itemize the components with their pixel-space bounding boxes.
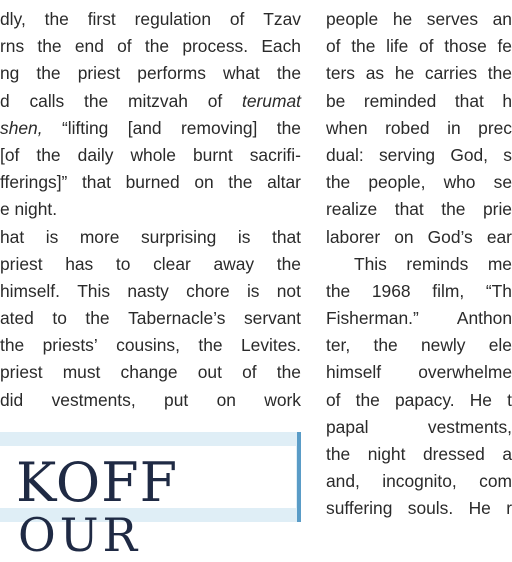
word: to: [52, 308, 67, 329]
text-line: [326, 88, 512, 115]
word: calls: [29, 90, 65, 111]
word: the: [326, 280, 351, 301]
text-line: [0, 278, 301, 305]
word: [and: [127, 117, 162, 138]
word: fferings]”: [0, 172, 68, 193]
text-line: [326, 115, 512, 142]
word: He: [469, 389, 492, 410]
word: papal: [326, 416, 369, 437]
text-line: [0, 142, 301, 169]
word: cousins,: [116, 335, 180, 356]
word: t: [507, 389, 512, 410]
text-line: [0, 224, 301, 251]
word: the: [326, 444, 351, 464]
word: away: [213, 253, 255, 274]
text-line: [326, 359, 512, 386]
text-line: [0, 332, 301, 359]
word: d: [0, 90, 10, 111]
word: on: [216, 389, 236, 410]
word: priest: [0, 362, 43, 383]
word: as: [365, 63, 385, 84]
word: out: [197, 362, 222, 383]
word: did: [0, 389, 24, 410]
text-line: [326, 387, 512, 414]
word: r: [506, 498, 512, 519]
word: incognito,: [382, 471, 457, 492]
word: God,: [450, 144, 489, 165]
text-line: [326, 6, 512, 33]
word: chore: [186, 280, 230, 301]
text-line: [326, 495, 512, 522]
text-line: [326, 305, 512, 332]
word: himself: [326, 362, 382, 383]
word: ele: [488, 335, 512, 356]
word: the: [355, 389, 380, 410]
text-line: [326, 169, 512, 196]
word: the: [44, 9, 69, 29]
word: has: [65, 253, 94, 274]
word: ear: [486, 226, 512, 247]
word: serves: [426, 9, 479, 29]
right-text-column: [326, 6, 512, 523]
word: change: [120, 362, 178, 383]
word: the: [373, 335, 398, 356]
word: that: [81, 172, 111, 193]
word: the: [276, 253, 301, 274]
word: priests’: [42, 335, 98, 356]
word: priest: [77, 63, 121, 84]
word: prie: [482, 199, 512, 220]
word: to: [115, 253, 131, 274]
word: Anthon: [456, 308, 512, 329]
word: suffering: [326, 498, 393, 519]
word: the: [441, 199, 466, 220]
word: end: [74, 36, 104, 57]
word: he: [394, 63, 415, 84]
text-line: [0, 251, 301, 278]
word: the: [36, 63, 61, 84]
word: he: [392, 9, 413, 29]
word: clear: [153, 253, 191, 274]
word: burned: [125, 172, 180, 193]
word: laborer: [326, 226, 381, 247]
word: ters: [326, 63, 355, 84]
word: night: [367, 444, 406, 464]
word: of: [229, 9, 245, 29]
word: He: [468, 498, 491, 519]
word: se: [493, 172, 512, 193]
word: the: [85, 308, 110, 329]
word: Each: [261, 36, 301, 57]
word: vestments,: [427, 416, 512, 437]
word: Levites.: [241, 335, 301, 356]
word: that: [394, 199, 424, 220]
word: God’s: [427, 226, 473, 247]
word: newly: [420, 335, 466, 356]
text-line: [0, 359, 301, 386]
word: that: [454, 90, 484, 111]
text-line: [0, 169, 301, 196]
word: This: [77, 280, 111, 301]
word: the: [144, 36, 170, 57]
word: the: [276, 63, 301, 84]
word: servant: [243, 308, 301, 329]
text-line: [326, 142, 512, 169]
word: is: [45, 226, 59, 247]
word: on: [394, 226, 414, 247]
word: Tabernacle’s: [128, 308, 226, 329]
word: dly,: [0, 9, 26, 29]
word: more: [79, 226, 120, 247]
text-line: [326, 414, 512, 441]
word: sacrifi-: [249, 144, 301, 165]
word: papacy.: [394, 389, 455, 410]
word: burnt: [193, 144, 233, 165]
left-text-column: [0, 6, 301, 414]
word: ter,: [326, 335, 351, 356]
word: fe: [497, 36, 512, 57]
word: carries: [424, 63, 478, 84]
text-line: [326, 251, 512, 278]
word: of: [419, 36, 434, 57]
word: whole: [130, 144, 176, 165]
word: regulation: [134, 9, 211, 29]
text-line: [326, 278, 512, 305]
word: altar: [267, 172, 301, 193]
text-line: [326, 60, 512, 87]
word: Fisherman.”: [326, 308, 419, 329]
word: must: [62, 362, 101, 383]
word: on: [194, 172, 214, 193]
text-line: [326, 468, 512, 495]
word: film,: [432, 280, 465, 301]
word: overwhelme: [418, 362, 512, 383]
word: the: [198, 335, 223, 356]
text-line: [0, 33, 301, 60]
word: those: [444, 36, 487, 57]
word: that: [271, 226, 301, 247]
advertisement-box: [0, 432, 301, 562]
word: h: [502, 90, 512, 111]
word: when: [326, 117, 368, 138]
word: the: [276, 117, 301, 138]
word: serving: [378, 144, 436, 165]
word: of: [326, 389, 341, 410]
word: of: [207, 90, 223, 111]
word: process.: [182, 36, 249, 57]
text-line: [326, 441, 512, 468]
word: nasty: [127, 280, 169, 301]
word: ng: [0, 63, 20, 84]
italic-term: terumat: [242, 90, 301, 111]
word: of: [326, 36, 341, 57]
word: put: [164, 389, 189, 410]
word: people: [326, 9, 379, 29]
text-line: [326, 33, 512, 60]
text-line: [326, 332, 512, 359]
word: a: [502, 444, 512, 464]
word: [of: [0, 144, 20, 165]
word: removing]: [181, 117, 258, 138]
word: the: [84, 90, 109, 111]
word: ated: [0, 308, 34, 329]
text-line: [0, 305, 301, 332]
word: me: [487, 253, 512, 274]
word: life: [386, 36, 409, 57]
word: of: [242, 362, 257, 383]
word: This: [354, 253, 387, 274]
advertisement-subheading: OUR: [18, 508, 142, 562]
word: “Th: [485, 280, 512, 301]
word: is: [246, 280, 260, 301]
word: the: [351, 36, 376, 57]
word: night.: [14, 199, 58, 220]
word: e: [0, 199, 10, 220]
word: who: [443, 172, 476, 193]
word: 1968: [371, 280, 411, 301]
text-line: [326, 196, 512, 223]
word: realize: [326, 199, 378, 220]
word: the: [326, 172, 351, 193]
word: of: [117, 36, 132, 57]
advertisement-heading: KOFF: [16, 451, 179, 514]
text-line: [0, 387, 301, 414]
text-line: [0, 115, 301, 142]
word: dual:: [326, 144, 364, 165]
word: people,: [368, 172, 426, 193]
word: the: [487, 63, 512, 84]
word: mitzvah: [128, 90, 188, 111]
text-line: [0, 196, 301, 223]
text-line: [0, 6, 301, 33]
word: performs: [137, 63, 206, 84]
italic-term: shen,: [0, 117, 43, 138]
word: “lifting: [61, 117, 109, 138]
word: himself.: [0, 280, 60, 301]
word: what: [223, 63, 260, 84]
text-line: [0, 60, 301, 87]
word: hat: [0, 226, 25, 247]
word: rns: [0, 36, 25, 57]
word: dressed: [422, 444, 485, 464]
word: reminds: [406, 253, 469, 274]
text-line: [326, 224, 512, 251]
word: work: [264, 389, 301, 410]
word: the: [276, 362, 301, 383]
word: in: [447, 117, 461, 138]
word: first: [87, 9, 116, 29]
text-line: [0, 88, 301, 115]
word: vestments,: [51, 389, 136, 410]
word: robed: [385, 117, 430, 138]
word: the: [36, 144, 61, 165]
word: the: [228, 172, 253, 193]
word: is: [237, 226, 251, 247]
word: and,: [326, 471, 360, 492]
word: s: [503, 144, 512, 165]
word: not: [276, 280, 301, 301]
word: the: [37, 36, 62, 57]
word: daily: [77, 144, 114, 165]
word: reminded: [363, 90, 437, 111]
word: an: [492, 9, 512, 29]
word: be: [326, 90, 346, 111]
word: souls.: [407, 498, 454, 519]
word: the: [0, 335, 25, 356]
word: priest: [0, 253, 43, 274]
word: surprising: [140, 226, 217, 247]
word: prec: [478, 117, 512, 138]
word: Tzav: [263, 9, 301, 29]
word: com: [479, 471, 512, 492]
